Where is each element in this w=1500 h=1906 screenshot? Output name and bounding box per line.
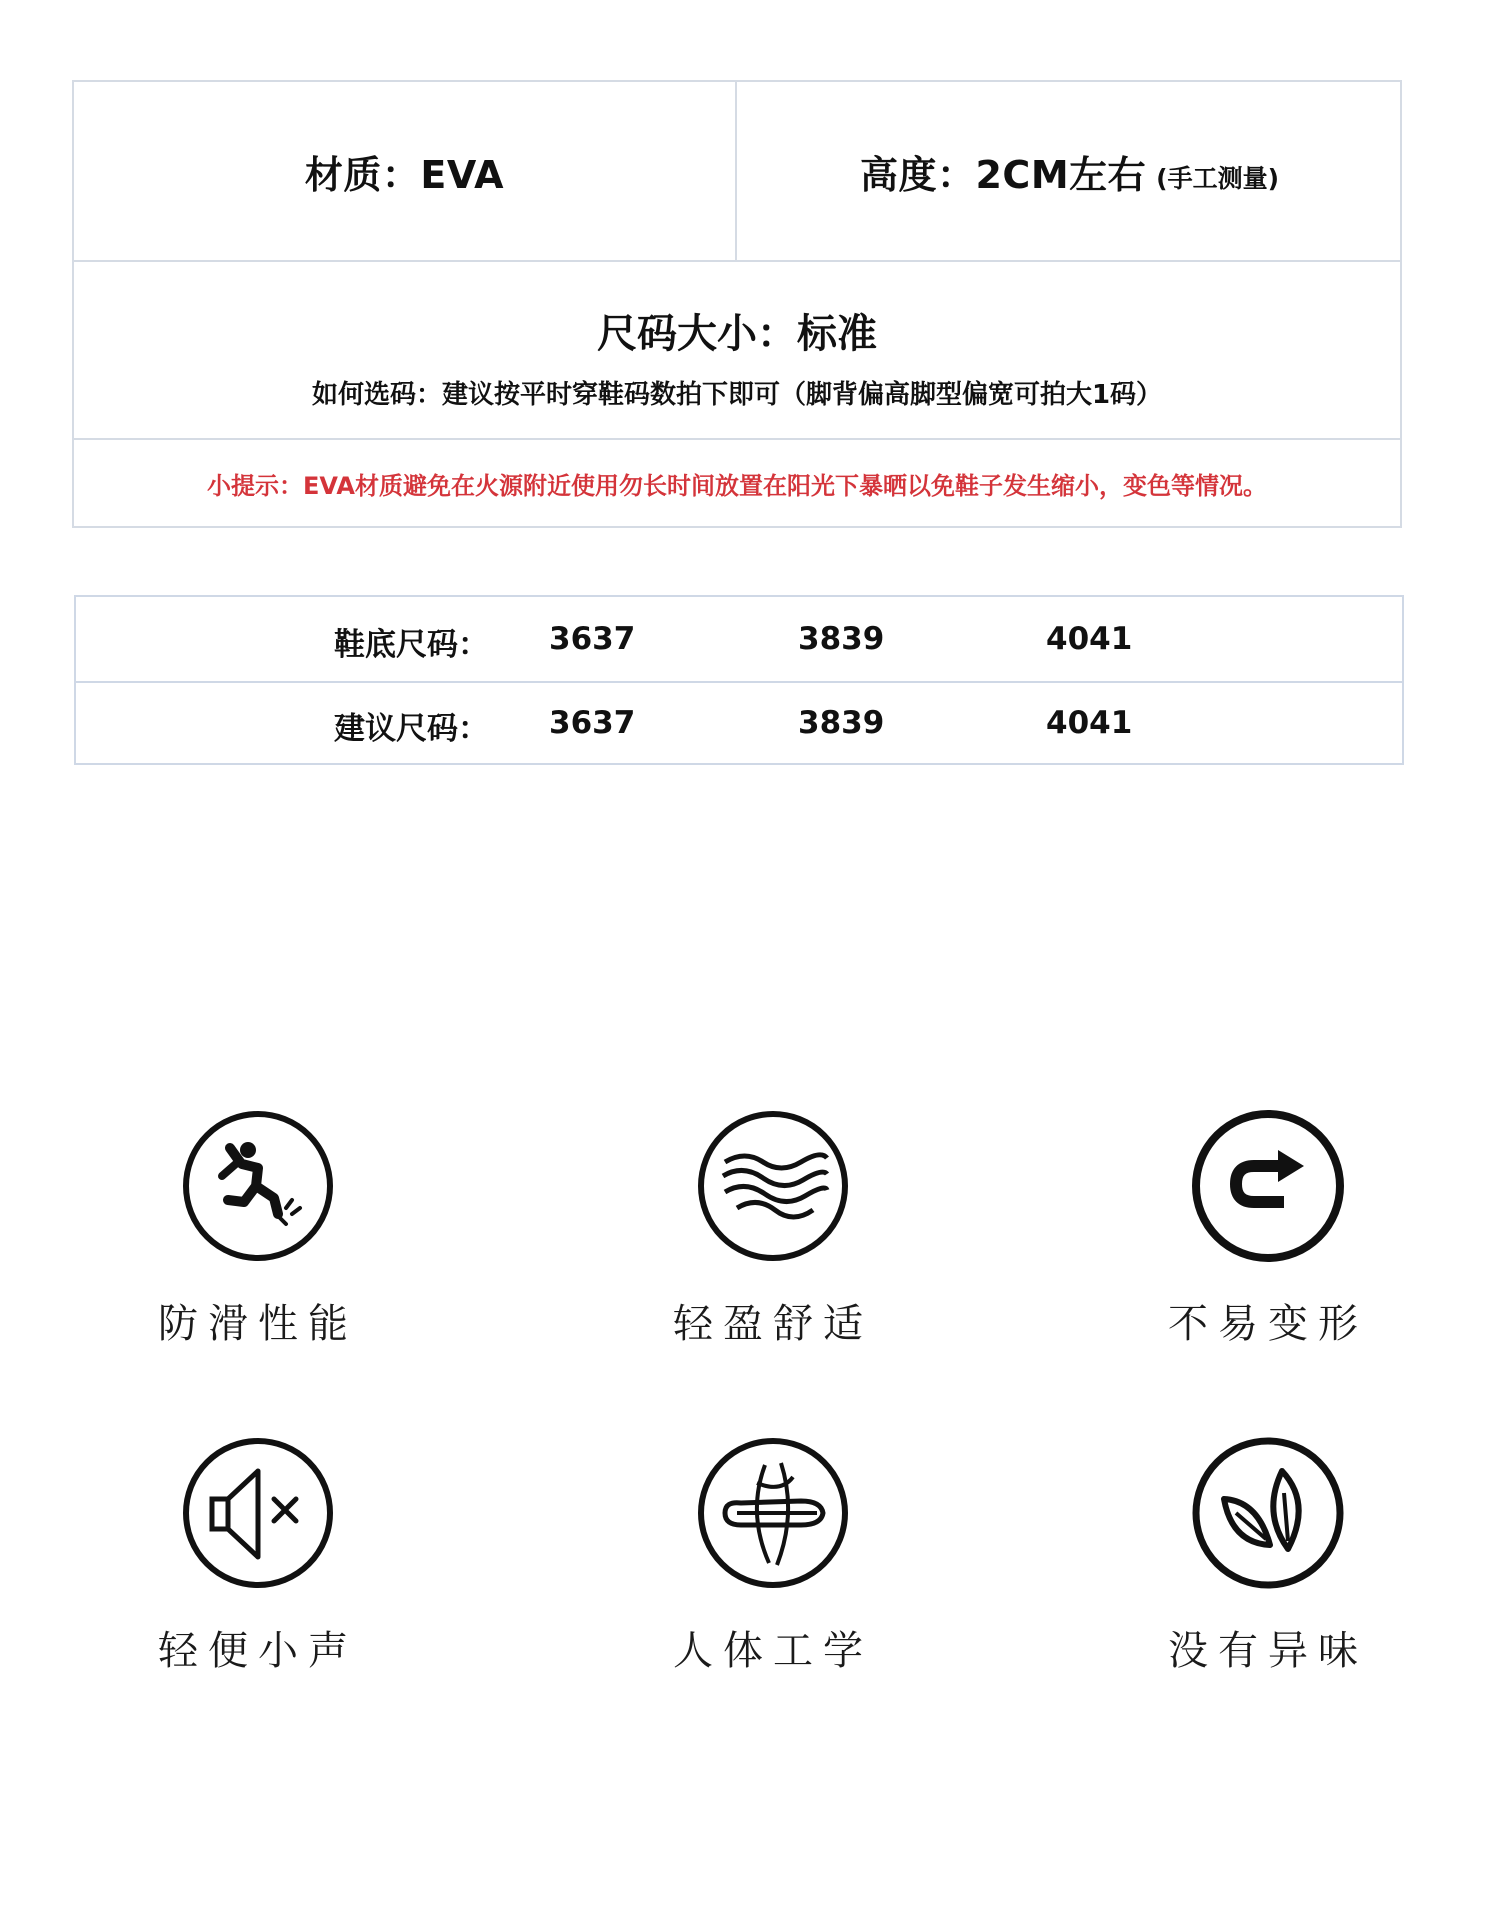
- size-title: 尺码大小：标准: [597, 311, 877, 357]
- table-row: [76, 597, 1402, 683]
- feature-ergonomic: [643, 1437, 903, 1676]
- height-text: 高度：2CM左右: [859, 152, 1147, 197]
- leaves-icon: [1192, 1437, 1344, 1589]
- wave-lines-icon: [697, 1110, 849, 1262]
- feature-no-odor: [1138, 1437, 1398, 1676]
- spec-row-tip: [74, 438, 1400, 528]
- redo-arrow-icon: [1192, 1110, 1344, 1262]
- row-label: 建议尺码：: [334, 711, 489, 747]
- material-cell: [74, 82, 737, 260]
- height-cell: [737, 82, 1402, 260]
- feature-light-comfort: [643, 1110, 903, 1349]
- spec-row-size: [74, 260, 1400, 440]
- spec-table: [72, 80, 1402, 528]
- size-value: 3637: [549, 705, 636, 741]
- feature-label: 轻便小声: [158, 1628, 358, 1674]
- tip-text: 小提示：EVA材质避免在火源附近使用勿长时间放置在阳光下暴晒以免鞋子发生缩小，变色等情况。: [207, 471, 1267, 500]
- spec-row-material-height: [74, 82, 1400, 262]
- material-text: 材质：EVA: [304, 152, 505, 197]
- feature-label: 不易变形: [1168, 1301, 1368, 1347]
- table-row: [76, 681, 1402, 765]
- feature-label: 没有异味: [1168, 1628, 1368, 1674]
- size-value: 3839: [798, 621, 885, 657]
- size-value: 3637: [549, 621, 636, 657]
- feature-label: 防滑性能: [158, 1301, 358, 1347]
- size-value: 3839: [798, 705, 885, 741]
- feature-label: 人体工学: [673, 1628, 873, 1674]
- size-value: 4041: [1046, 705, 1133, 741]
- feature-no-deform: [1138, 1110, 1398, 1349]
- feature-label: 轻盈舒适: [673, 1301, 873, 1347]
- feature-quiet: [128, 1437, 388, 1676]
- size-note: 如何选码：建议按平时穿鞋码数拍下即可（脚背偏高脚型偏宽可拍大1码）: [311, 380, 1163, 410]
- size-table: [74, 595, 1404, 765]
- ergonomic-shoe-icon: [697, 1437, 849, 1589]
- row-label: 鞋底尺码：: [334, 627, 489, 663]
- mute-speaker-icon: [182, 1437, 334, 1589]
- feature-anti-slip: [128, 1110, 388, 1349]
- height-note: (手工测量): [1156, 164, 1279, 193]
- slip-person-icon: [182, 1110, 334, 1262]
- size-value: 4041: [1046, 621, 1133, 657]
